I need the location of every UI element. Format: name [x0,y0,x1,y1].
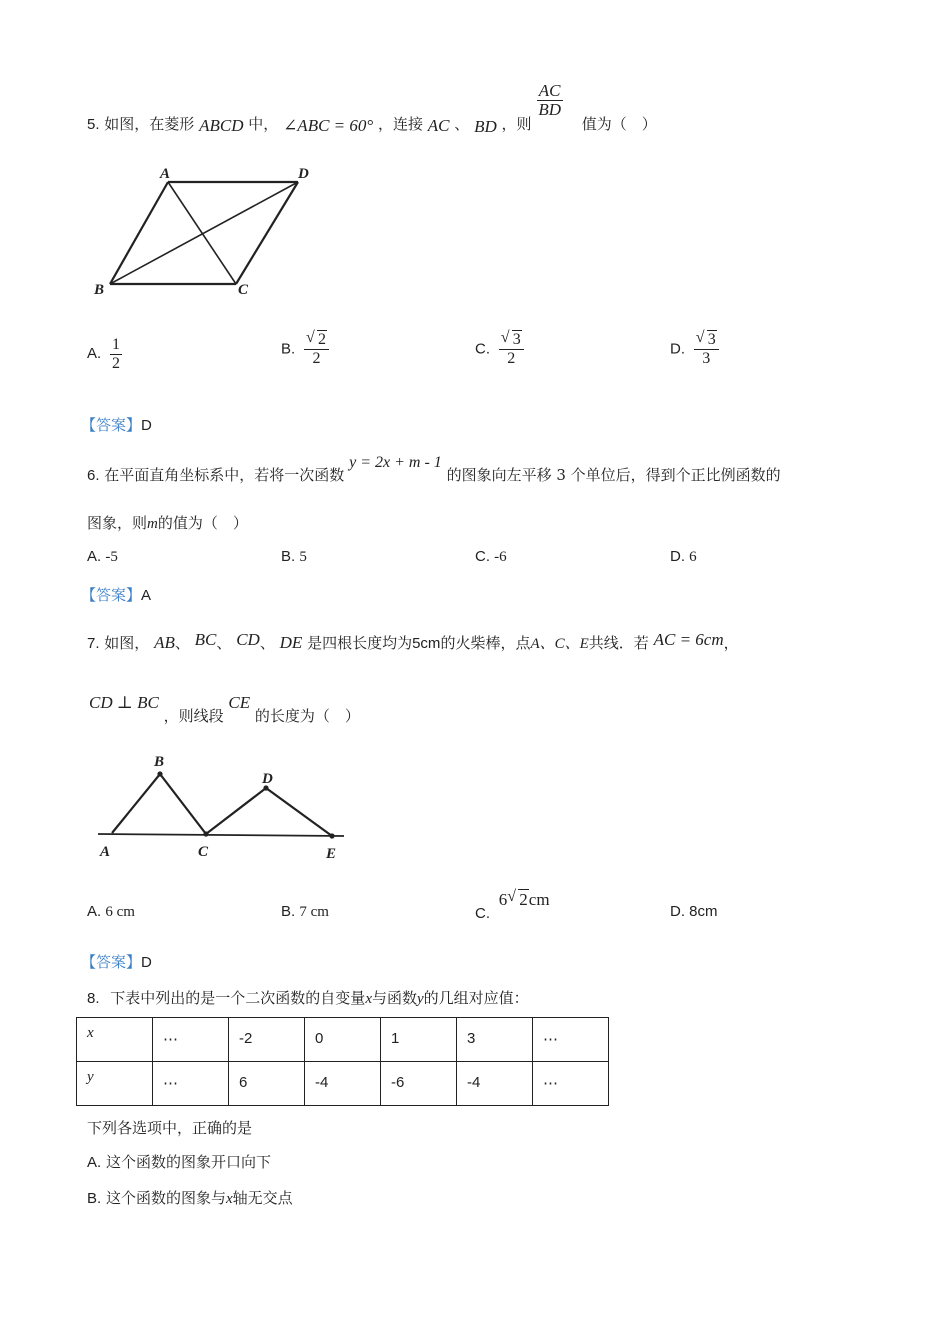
q5-bd: BD [474,116,497,136]
q7-answer: 【答案】D [81,953,152,971]
q5-option-d-fraction: √ 3 3 [694,331,719,368]
q8-stem: 8. 下表中列出的是一个二次函数的自变量x与函数y的几组对应值： [87,989,529,1007]
q5-sep: 、 [454,114,470,133]
q6-stem-line1 [87,451,781,484]
q8-prompt: 下列各选项中，正确的是 [87,1119,253,1137]
q6-option-d[interactable]: D. 6 [670,548,697,565]
q7-label-d: D [262,771,273,787]
q7-label-c: C [198,844,209,860]
q6-option-c[interactable]: C. -6 [475,548,507,565]
q7-label-e: E [326,846,337,862]
q6-number: 6. [87,467,100,484]
q6-m: m [147,516,158,532]
q7-label-b: B [154,754,165,770]
q5-text-2: 中， [248,114,279,133]
q5-option-b-fraction: √ 2 2 [304,331,329,368]
q7-stem-line1: 7. 如图， AB、 BC、 CD、 DE 是四根长度均为5cm的火柴棒，点A、C、E共线．若 AC = 6cm， [87,630,739,652]
q5-text-5: 值为（ ） [581,114,657,133]
q5-answer-value: D [141,417,152,434]
q6-option-a[interactable]: A. -5 [87,548,118,565]
q5-ratio-fraction [536,82,563,119]
q5-ratio-den: BD [538,100,561,119]
q6-formula: y = 2x + m - 1 [349,454,442,471]
q5-text-4: ，则 [501,114,532,133]
q5-ac: AC [427,115,450,135]
q5-option-b[interactable]: B. √ 2 2 [281,331,329,368]
q5-text-3: ，连接 [377,114,423,133]
q8-option-b[interactable]: B. 这个函数的图象与x轴无交点 [87,1189,293,1207]
q7-option-b[interactable]: B. 7 cm [281,903,329,920]
q6-text-1: 在平面直角坐标系中，若将一次函数 [104,466,345,484]
q5-answer [81,414,152,435]
answer-label: 【答案】 [81,416,142,434]
q5-label-a: A [160,166,171,182]
q5-label-d: D [298,166,309,182]
q7-option-d[interactable]: D. 8cm [670,903,718,920]
q7-option-c[interactable]: C. 6 √ 2cm [475,888,550,922]
q7-label-a: A [100,844,111,860]
q5-option-a-fraction: $\frac{1}{2}$ [111,336,120,372]
q7-number: 7. [87,635,100,652]
q7-option-a[interactable]: A. 6 cm [87,903,135,920]
q5-option-a[interactable]: A. $\frac{1}{2}$ [87,336,120,372]
q5-ratio-num: AC [538,81,561,100]
table-row: y ⋯ 6 -4 -6 -4 ⋯ [77,1062,609,1106]
q6-text-3: 图象，则 [87,514,148,532]
q5-rhombus: ABCD [199,115,244,135]
q6-answer-value: A [141,587,152,604]
q5-option-c-fraction: √ 3 2 [499,331,524,368]
q5-option-c[interactable]: C. √ 3 2 [475,331,524,368]
q7-stem-line2: CD ⊥ BC ，则线段 CE 的长度为（ ） [89,693,360,725]
q6-answer: 【答案】A [81,586,152,604]
table-row: x ⋯ -2 0 1 3 ⋯ [77,1018,609,1062]
q5-rhombus-figure [88,160,328,300]
q6-text-4: 的值为（ ） [157,514,248,532]
q5-option-d[interactable]: D. √ 3 3 [670,331,719,368]
q8-option-a[interactable]: A. 这个函数的图象开口向下 [87,1153,271,1171]
q5-number: 5. [87,115,100,133]
q7-answer-value: D [141,954,152,971]
q5-label-b: B [94,282,105,298]
q5-angle: ∠ABC = 60° [283,115,374,135]
q8-value-table [76,1017,609,1106]
q5-text-1: 如图，在菱形 [104,114,195,133]
q6-option-b[interactable]: B. 5 [281,548,307,565]
q6-text-2: 的图象向左平移 3 个单位后，得到个正比例函数的 [446,466,781,484]
q7-matchstick-figure [94,750,349,865]
q8-number: 8. [87,990,100,1007]
q6-stem-line2 [87,512,248,533]
q5-label-c: C [238,282,249,298]
q5-stem [87,82,657,134]
